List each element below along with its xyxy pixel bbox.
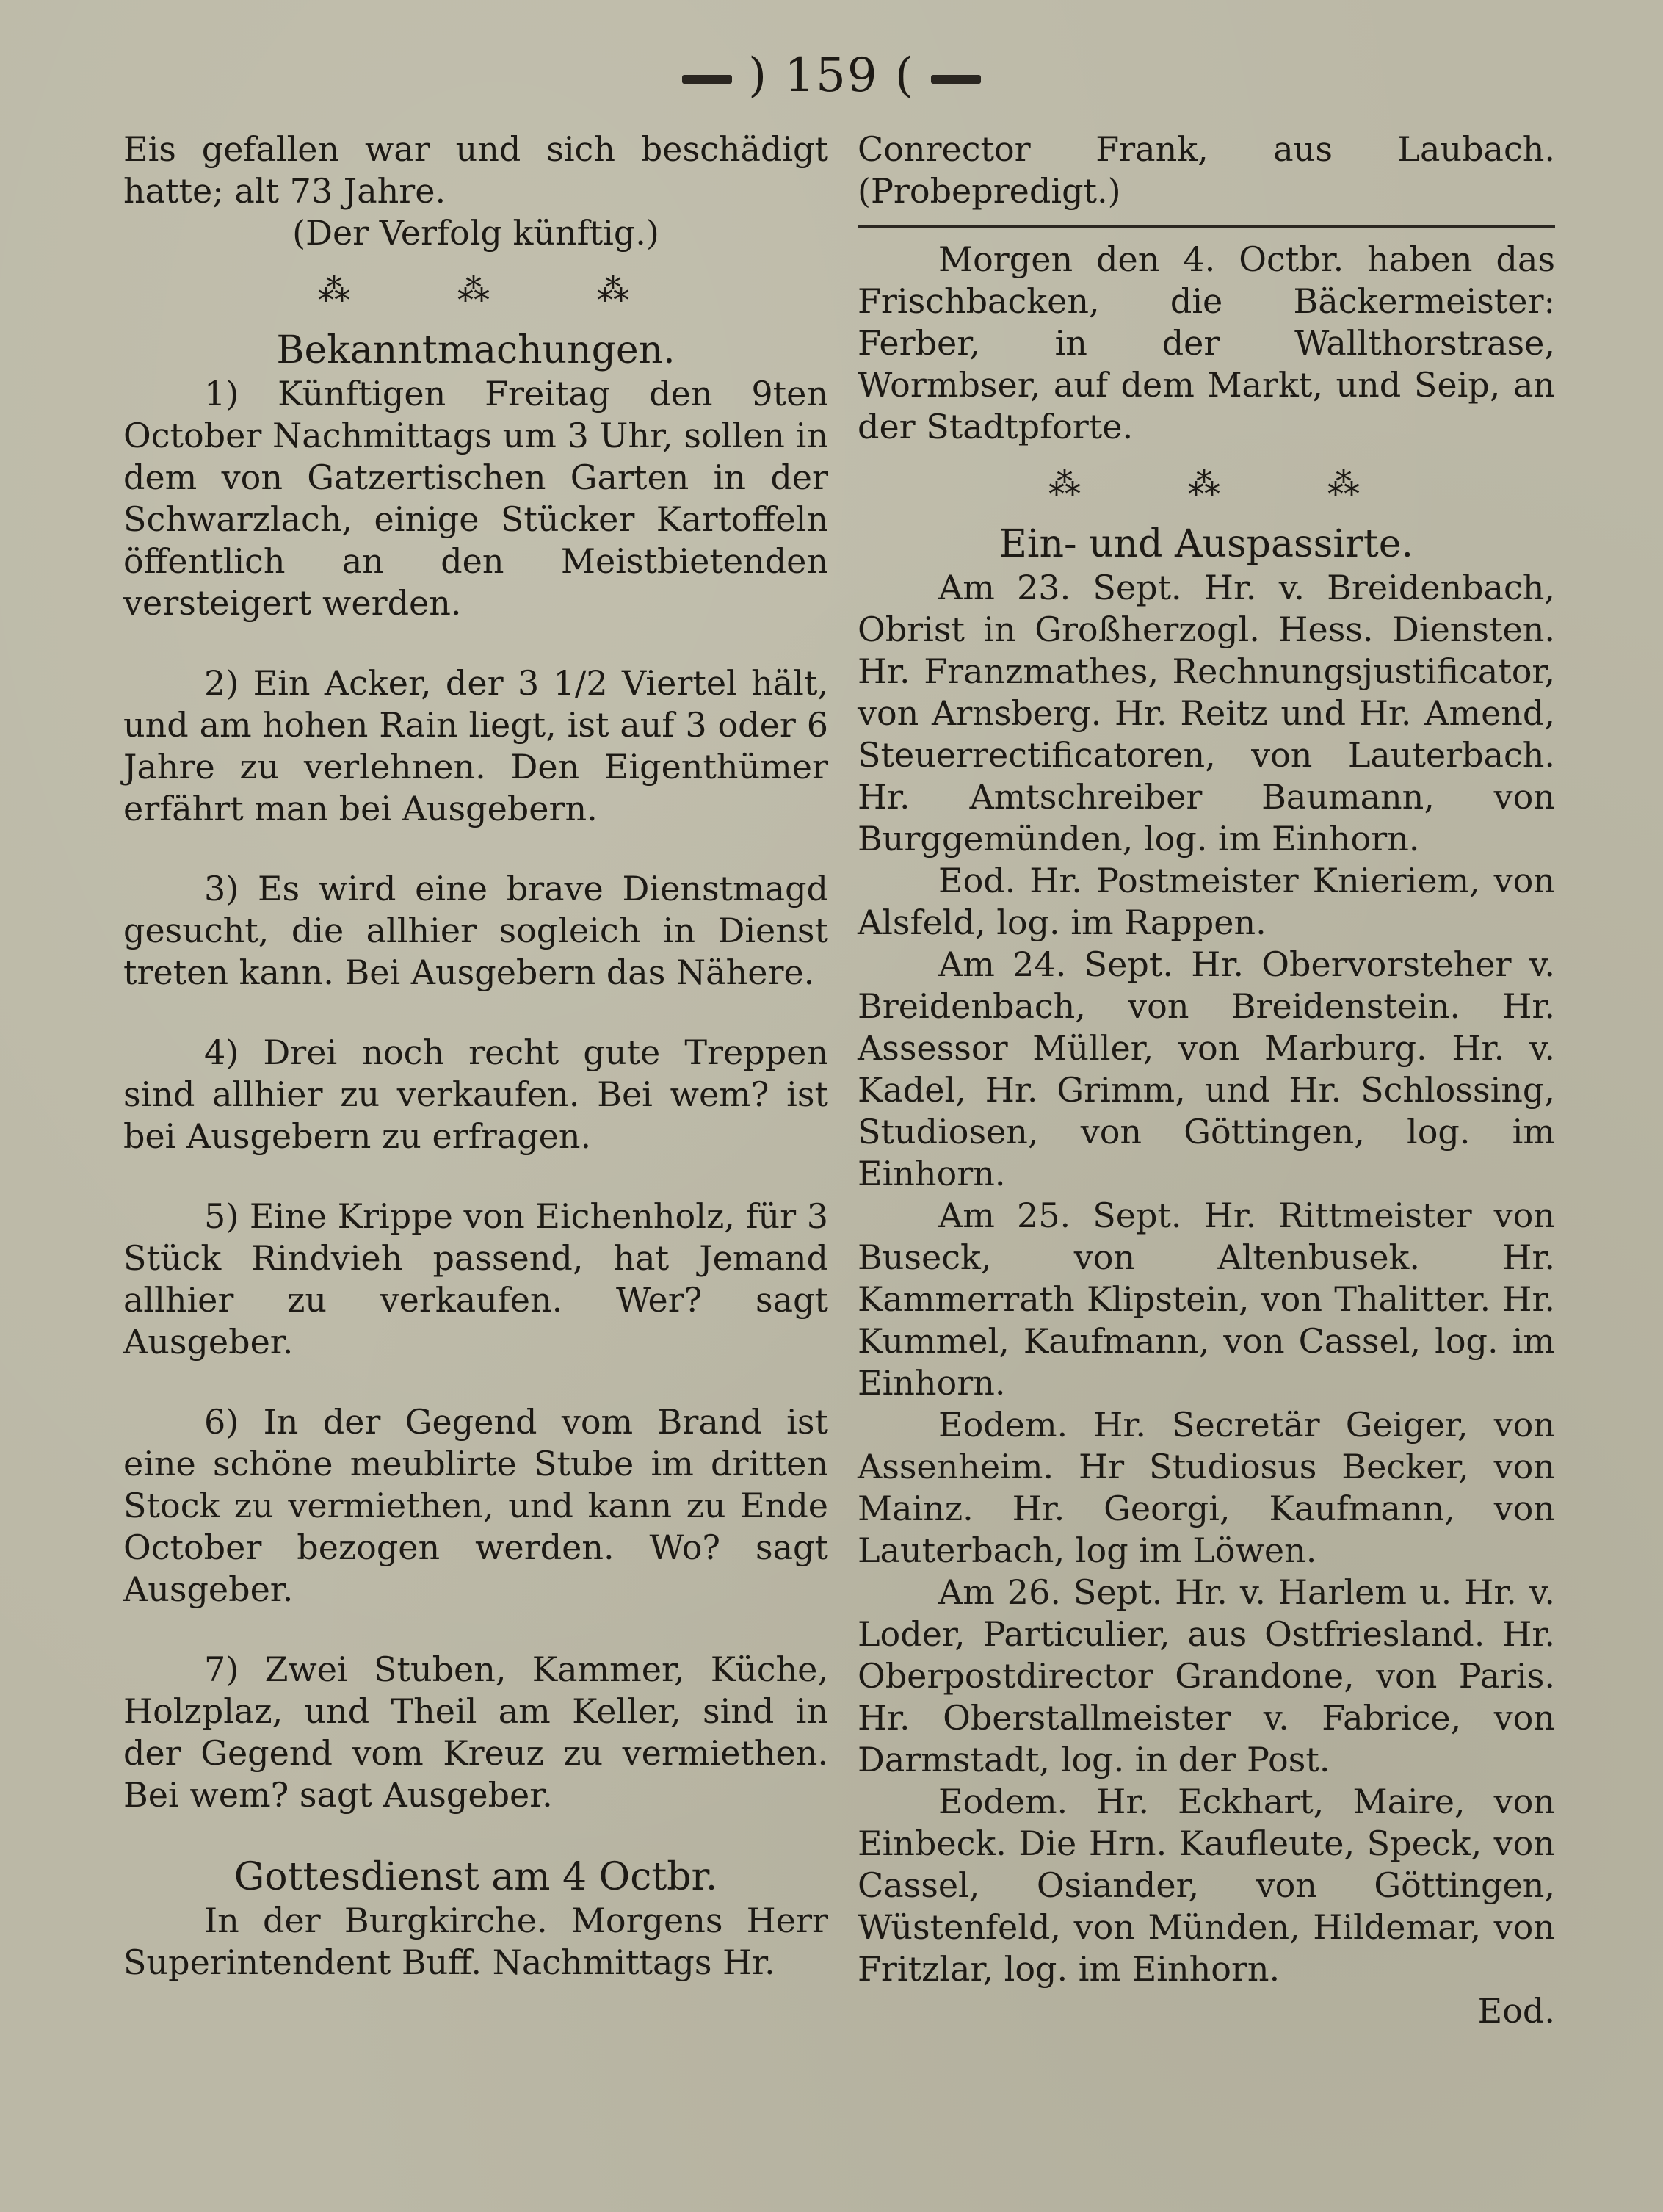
asterism-ornament: ⁂ <box>1048 466 1085 503</box>
bakers-notice: Morgen den 4. Octbr. haben das Frischbacken, die Bäckermeister: Ferber, in der Wallthorstrase, Wormbser, auf dem Markt, und Seip, an der Stadtpforte. <box>858 239 1555 447</box>
service-text: In der Burgkirche. Morgens Herr Superintendent Buff. Nachmittags Hr. <box>123 1901 828 1982</box>
arrival-entry: Eodem. Hr. Eckhart, Maire, von Einbeck. Die Hrn. Kaufleute, Speck, von Cassel, Osiander, von Göttingen, Wüstenfeld, von Münden, Hildemar, von Fritzlar, log. im Einhorn. <box>858 1782 1555 1989</box>
service-continued: Conrector Frank, aus Laubach. (Probepredigt.) <box>858 129 1555 211</box>
section-divider-stars <box>858 448 1555 521</box>
asterism-ornament: ⁂ <box>597 272 634 309</box>
arrival-entry: Eod. Hr. Postmeister Knieriem, von Alsfeld, log. im Rappen. <box>858 861 1555 942</box>
arrival-entry: Am 25. Sept. Hr. Rittmeister von Buseck, von Altenbusek. Hr. Kammerrath Klipstein, von Thalitter. Hr. Kummel, Kaufmann, von Cassel, log. im Einhorn. <box>858 1196 1555 1403</box>
continued-paragraph: Eis gefallen war und sich beschädigt hatte; alt 73 Jahre. <box>123 129 828 211</box>
header-right-dash <box>931 75 981 84</box>
announcement-item: 6) In der Gegend vom Brand ist eine schöne meublirte Stube im dritten Stock zu vermiethen, und kann zu Ende October bezogen werden. Wo? sagt Ausgeber. <box>123 1402 828 1609</box>
announcement-item: 2) Ein Acker, der 3 1/2 Viertel hält, und am hohen Rain liegt, ist auf 3 oder 6 Jahre zu verlehnen. Den Eigenthümer erfährt man bei Ausgebern. <box>123 663 828 828</box>
continued-note: (Der Verfolg künftig.) <box>292 213 659 253</box>
section-title-service: Gottesdienst am 4 Octbr. <box>233 1855 718 1899</box>
asterism-ornament: ⁂ <box>318 272 355 309</box>
arrival-entry: Eodem. Hr. Secretär Geiger, von Assenheim. Hr Studiosus Becker, von Mainz. Hr. Georgi, Kaufmann, von Lauterbach, log im Löwen. <box>858 1405 1555 1570</box>
arrival-entry: Am 24. Sept. Hr. Obervorsteher v. Breidenbach, von Breidenstein. Hr. Assessor Müller, von Marburg. Hr. v. Kadel, Hr. Grimm, und Hr. Schlossing, Studiosen, von Göttingen, log. im Einhorn. <box>858 944 1555 1193</box>
asterism-ornament: ⁂ <box>1327 466 1364 503</box>
announcement-item: 3) Es wird eine brave Dienstmagd gesucht, die allhier sogleich in Dienst treten kann. Bei Ausgebern das Nähere. <box>123 869 828 992</box>
catchword: Eod. <box>1477 1991 1555 2031</box>
section-title-arrivals: Ein- und Auspassirte. <box>999 522 1414 566</box>
asterism-ornament: ⁂ <box>457 272 494 309</box>
asterism-ornament: ⁂ <box>1188 466 1225 503</box>
announcement-item: 5) Eine Krippe von Eichenholz, für 3 Stück Rindvieh passend, hat Jemand allhier zu verkaufen. Wer? sagt Ausgeber. <box>123 1196 828 1362</box>
announcement-item: 7) Zwei Stuben, Kammer, Küche, Holzplaz, und Theil am Keller, sind in der Gegend vom Kreuz zu vermiethen. Bei wem? sagt Ausgeber. <box>123 1649 828 1815</box>
right-column <box>858 129 1555 2032</box>
page-header <box>0 43 1663 109</box>
section-divider-stars <box>123 254 828 328</box>
arrival-entry: Am 26. Sept. Hr. v. Harlem u. Hr. v. Loder, Particulier, aus Ostfriesland. Hr. Oberpostdirector Grandone, von Paris. Hr. Oberstallmeister v. Fabrice, von Darmstadt, log. in der Post. <box>858 1572 1555 1779</box>
left-column <box>123 129 828 1984</box>
horizontal-rule <box>858 225 1555 228</box>
announcement-item: 1) Künftigen Freitag den 9ten October Nachmittags um 3 Uhr, sollen in dem von Gatzertischen Garten in der Schwarzlach, einige Stücker Kartoffeln öffentlich an den Meistbietenden versteigert werden. <box>123 374 828 623</box>
section-title-announcements: Bekanntmachungen. <box>276 328 675 372</box>
page-number: ) 159 ( <box>748 48 915 103</box>
announcement-item: 4) Drei noch recht gute Treppen sind allhier zu verkaufen. Bei wem? ist bei Ausgebern zu erfragen. <box>123 1033 828 1156</box>
arrival-entry: Am 23. Sept. Hr. v. Breidenbach, Obrist in Großherzogl. Hess. Diensten. Hr. Franzmathes, Rechnungsjustificator, von Arnsberg. Hr. Reitz und Hr. Amend, Steuerrectificatoren, von Lauterbach. Hr. Amtschreiber Baumann, von Burggemünden, log. im Einhorn. <box>858 568 1555 859</box>
header-left-dash <box>682 75 732 84</box>
